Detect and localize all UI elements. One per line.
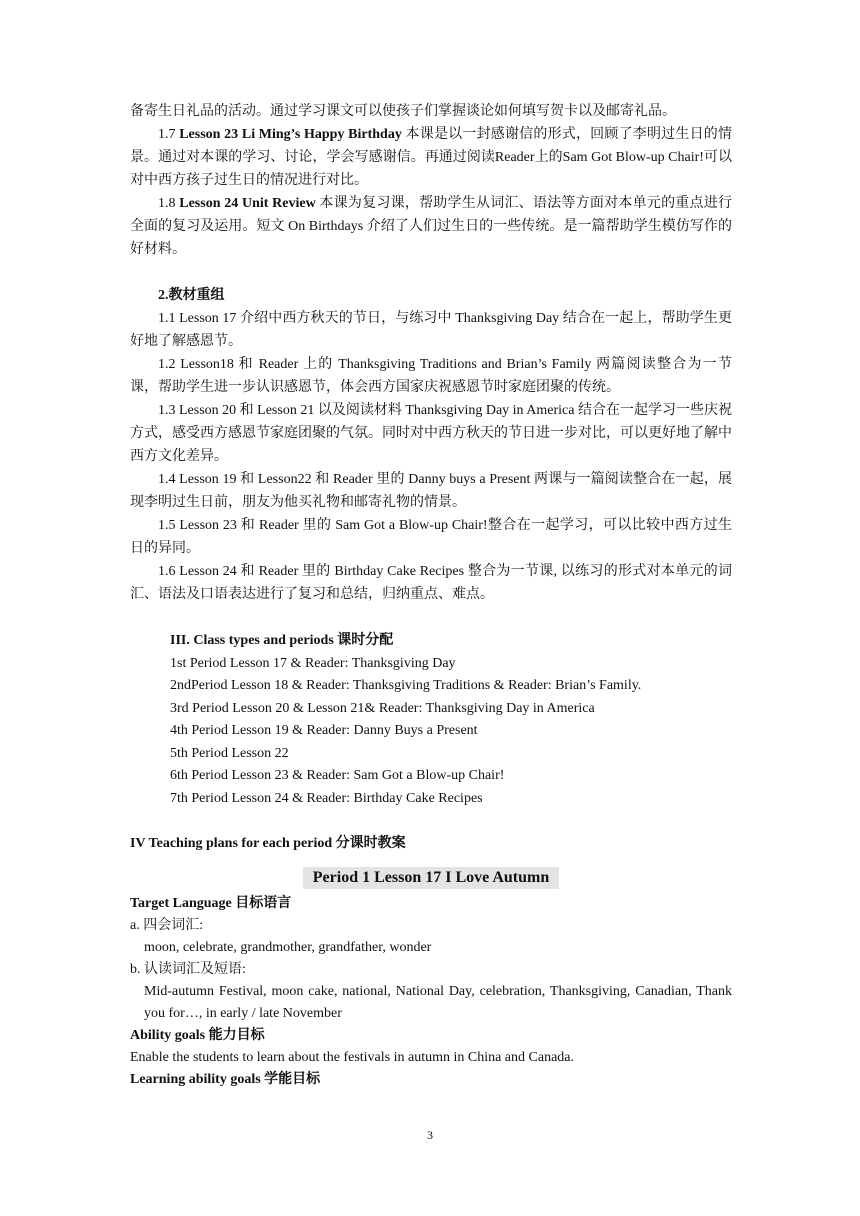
- regroup-item: 1.2 Lesson18 和 Reader 上的 Thanksgiving Traditions and Brian’s Family 两篇阅读整合为一节课，帮助学生进一步认识感恩节，体会西方国家庆祝感恩节时家庭团聚的传统。: [130, 357, 732, 395]
- paragraph-1-8: [130, 192, 732, 261]
- regroup-item: 1.6 Lesson 24 和 Reader 里的 Birthday Cake Recipes 整合为一节课, 以练习的形式对本单元的词汇、语法及口语表达进行了复习和总结，归纳重点、难点。: [130, 564, 732, 602]
- regroup-item: 1.3 Lesson 20 和 Lesson 21 以及阅读材料 Thanksgiving Day in America 结合在一起学习一些庆祝方式，感受西方感恩节家庭团聚的气氛。同时对中西方秋天的节日进一步对比，可以更好地了解中西方文化差异。: [130, 403, 732, 464]
- ability-goals-heading: Ability goals 能力目标: [130, 1028, 265, 1043]
- period-title: Period 1 Lesson 17 I Love Autumn: [303, 867, 559, 889]
- page-number: 3: [427, 1128, 433, 1142]
- lesson-title: Lesson 24 Unit Review: [179, 196, 316, 211]
- regroup-item: 1.1 Lesson 17 介绍中西方秋天的节日，与练习中 Thanksgiving Day 结合在一起上，帮助学生更好地了解感恩节。: [130, 311, 732, 349]
- class-periods-list: [130, 629, 732, 809]
- section-4-heading: IV Teaching plans for each period 分课时教案: [130, 836, 406, 851]
- period-item: 4th Period Lesson 19 & Reader: Danny Buys a Present: [170, 723, 478, 738]
- ability-goals-text: Enable the students to learn about the festivals in autumn in China and Canada.: [130, 1050, 575, 1065]
- item-number: 1.7: [158, 127, 180, 142]
- period-item: 2ndPeriod Lesson 18 & Reader: Thanksgiving Traditions & Reader: Brian’s Family.: [170, 678, 642, 693]
- target-language-block: [130, 893, 732, 1091]
- target-language-heading: Target Language 目标语言: [130, 896, 292, 911]
- item-number: 1.8: [158, 196, 180, 211]
- period-title-block: [130, 867, 732, 893]
- period-item: 3rd Period Lesson 20 & Lesson 21& Reader: Thanksgiving Day in America: [170, 700, 595, 716]
- lesson-title: Lesson 23 Li Ming’s Happy Birthday: [179, 127, 402, 142]
- period-item: 1st Period Lesson 17 & Reader: Thanksgiving Day: [170, 655, 456, 671]
- regroup-item: 1.5 Lesson 23 和 Reader 里的 Sam Got a Blow-up Chair!整合在一起学习，可以比较中西方过生日的异同。: [130, 518, 732, 556]
- section-2-heading: 2.教材重组: [158, 288, 225, 303]
- paragraph-1-7: [130, 123, 732, 192]
- lesson-description: 本课是以一封感谢信的形式，回顾了李明过生日的情景。通过对本课的学习、讨论，学会写感谢信。再通过阅读Reader上的Sam Got Blow-up Chair!可以对中西方孩子过生日的情况进行对比。: [130, 127, 733, 188]
- four-skill-vocab-label: a. 四会词汇:: [130, 918, 204, 933]
- period-item: 5th Period Lesson 22: [170, 745, 289, 761]
- document-page: [130, 100, 732, 1091]
- recognition-vocab-label: b. 认读词汇及短语:: [130, 962, 246, 977]
- lesson-description: 本课为复习课，帮助学生从词汇、语法等方面对本单元的重点进行全面的复习及运用。短文 On Birthdays 介绍了人们过生日的一些传统。是一篇帮助学生模仿写作的好材料。: [130, 196, 733, 257]
- recognition-vocab-words: Mid-autumn Festival, moon cake, national, National Day, celebration, Thanksgiving, Canadian, Thank you for…, in early / late November: [144, 984, 732, 1021]
- period-item: 7th Period Lesson 24 & Reader: Birthday Cake Recipes: [170, 790, 483, 806]
- learning-ability-goals-heading: Learning ability goals 学能目标: [130, 1072, 321, 1087]
- intro-paragraph-continued: 备寄生日礼品的活动。通过学习课文可以使孩子们掌握谈论如何填写贺卡以及邮寄礼品。: [130, 104, 676, 119]
- period-item: 6th Period Lesson 23 & Reader: Sam Got a Blow-up Chair!: [170, 768, 505, 783]
- regroup-item: 1.4 Lesson 19 和 Lesson22 和 Reader 里的 Danny buys a Present 两课与一篇阅读整合在一起，展现李明过生日前，朋友为他买礼物和邮寄礼物的情景。: [130, 472, 732, 510]
- section-3-heading: III. Class types and periods 课时分配: [170, 633, 394, 648]
- four-skill-vocab-words: moon, celebrate, grandmother, grandfather, wonder: [144, 940, 432, 955]
